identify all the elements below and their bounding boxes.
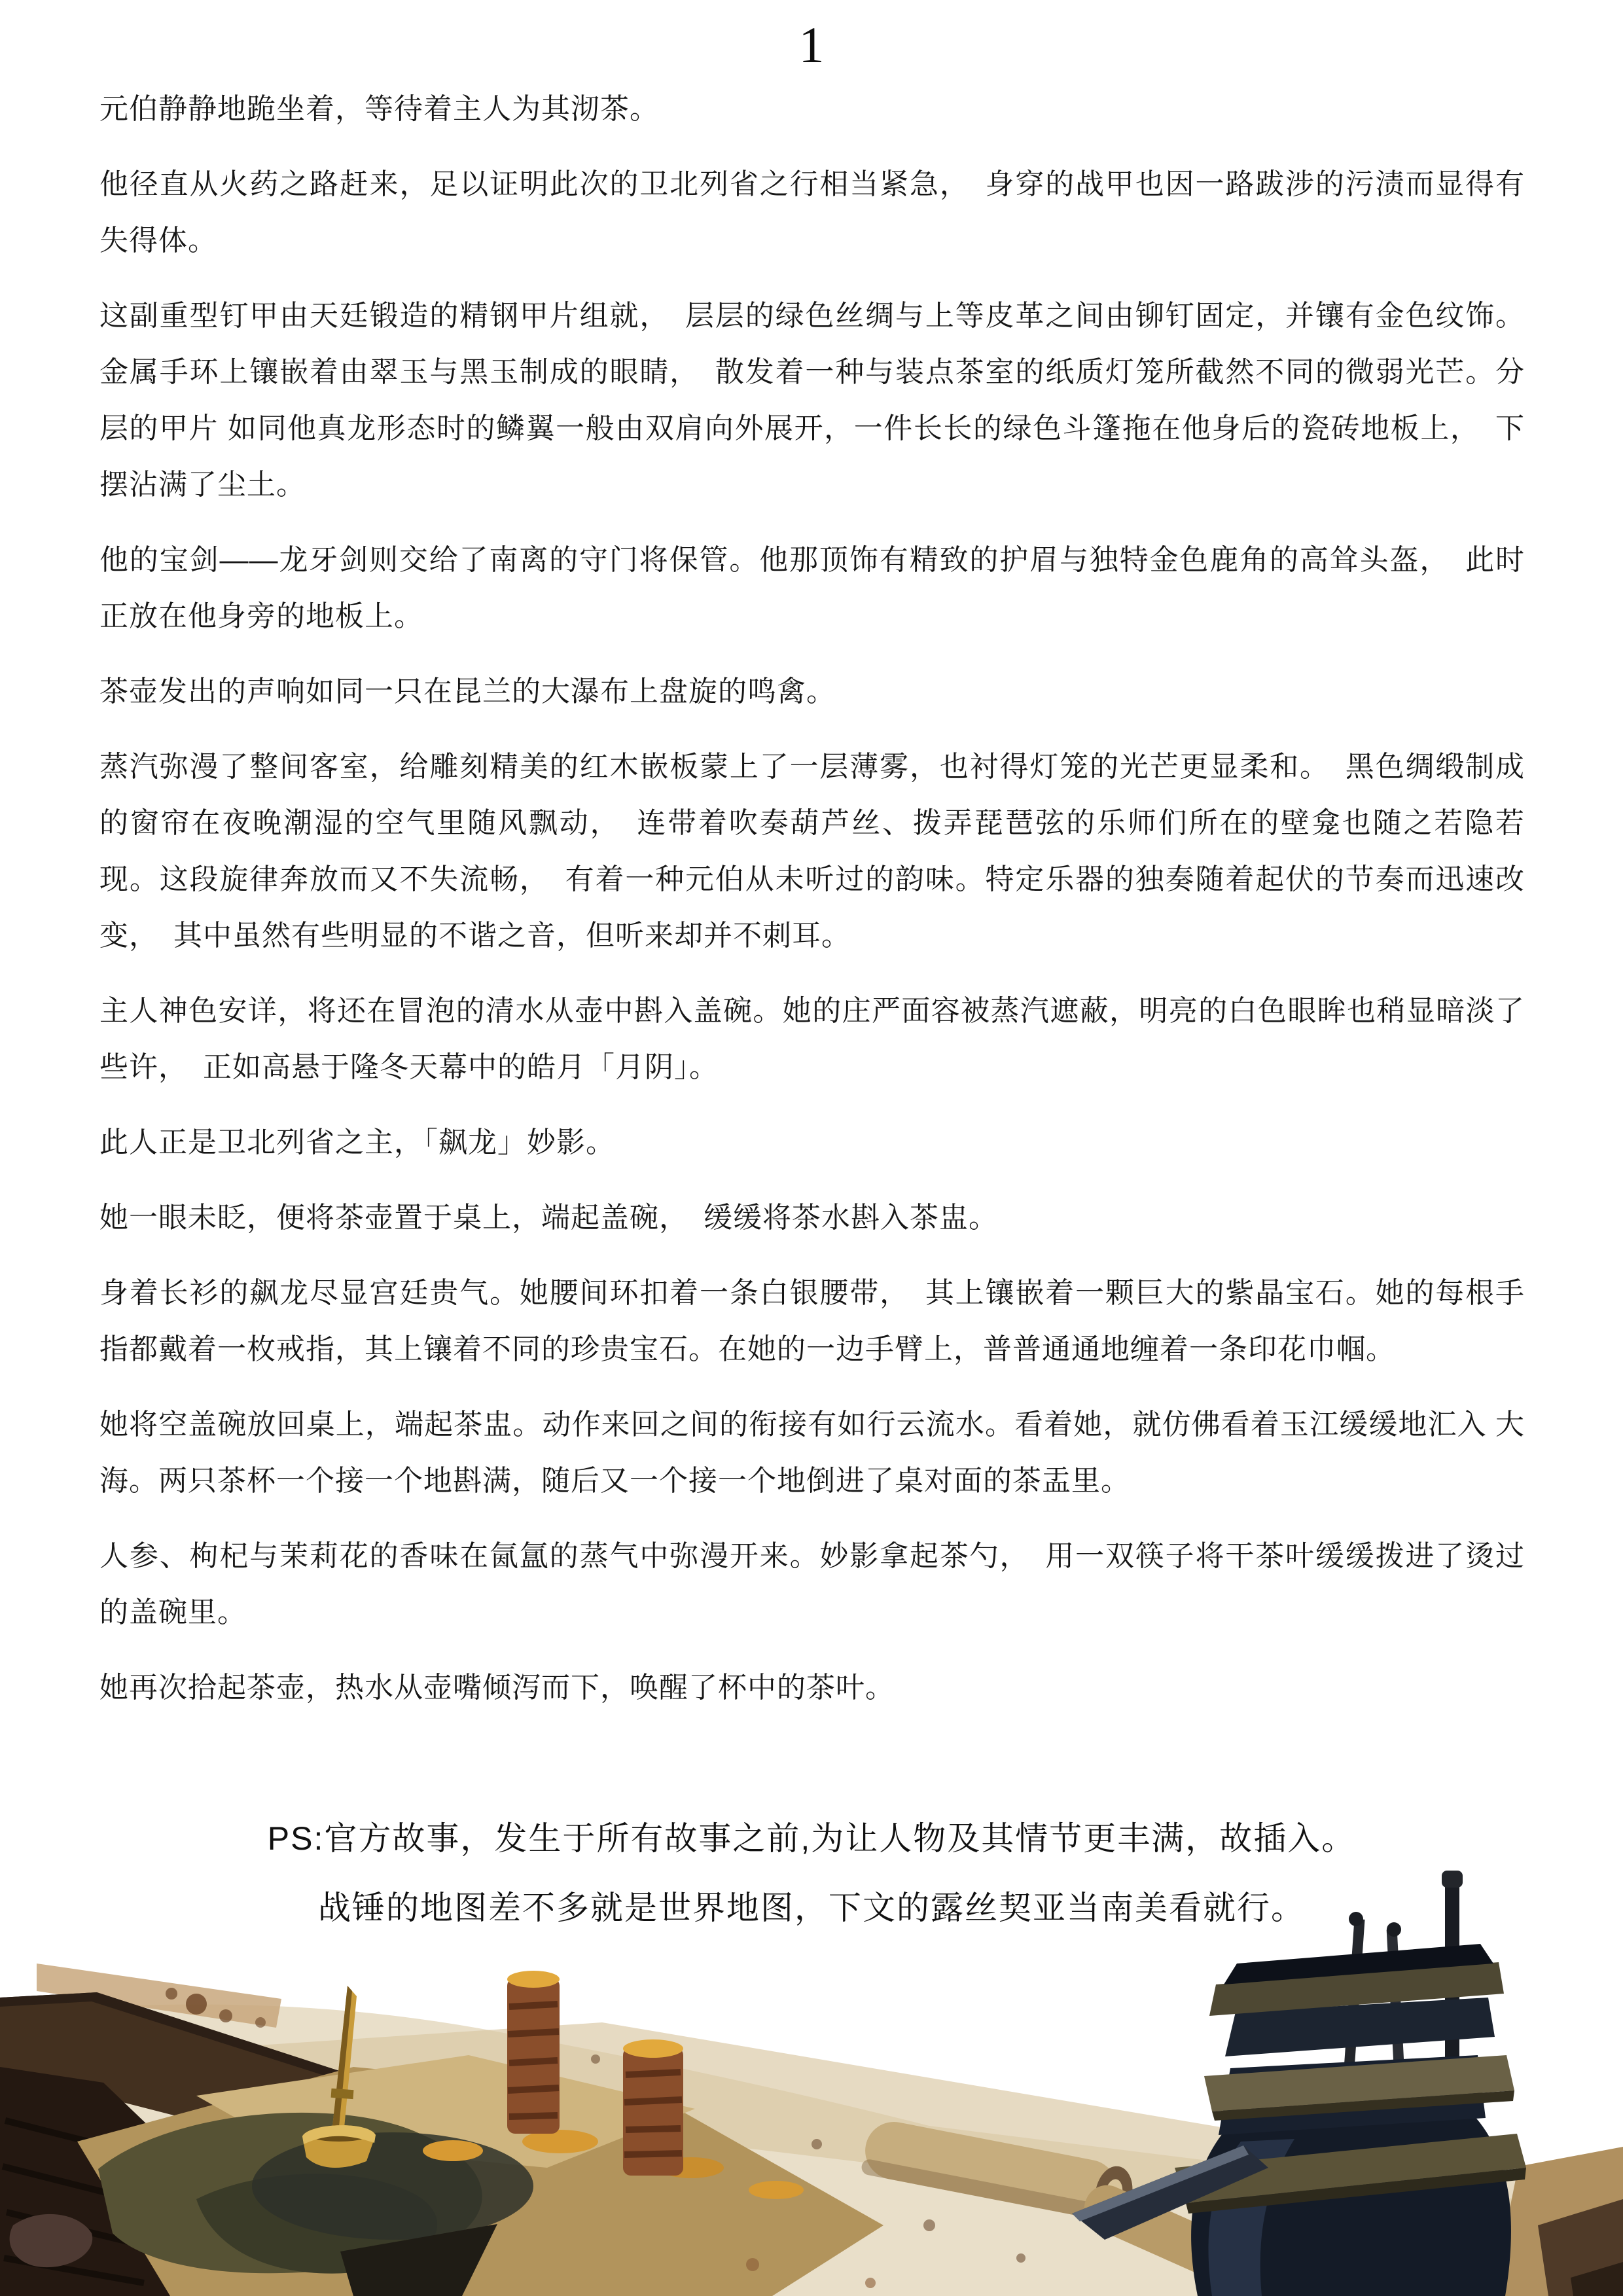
story-paragraph: 身着长衫的飙龙尽显宫廷贵气。她腰间环扣着一条白银腰带， 其上镶嵌着一颗巨大的紫晶宝石。她的每根手指都戴着一枚戒指，其上镶着不同的珍贵宝石。在她的一边手臂上，普普通通地缠着一条印花巾帼。 — [99, 1277, 1525, 1365]
story-paragraph: 主人神色安详，将还在冒泡的清水从壶中斟入盖碗。她的庄严面容被蒸汽遮蔽，明亮的白色眼眸也稍显暗淡了些许， 正如高悬于隆冬天幕中的皓月「月阴」。 — [99, 995, 1525, 1083]
page-number: 1 — [798, 16, 825, 73]
story-paragraph: 他径直从火药之路赶来，足以证明此次的卫北列省之行相当紧急， 身穿的战甲也因一路跋涉的污渍而显得有失得体。 — [99, 168, 1525, 257]
story-paragraph: 她将空盖碗放回桌上，端起茶盅。动作来回之间的衔接有如行云流水。看着她，就仿佛看着玉江缓缓地汇入 大海。两只茶杯一个接一个地斟满，随后又一个接一个地倒进了桌对面的茶盂里。 — [99, 1408, 1525, 1497]
story-paragraph: 此人正是卫北列省之主，「飙龙」妙影。 — [99, 1126, 615, 1158]
story-text — [99, 81, 1525, 1735]
story-paragraph: 她再次拾起茶壶，热水从壶嘴倾泻而下，唤醒了杯中的茶叶。 — [99, 1672, 895, 1704]
story-paragraph: 茶壶发出的声响如同一只在昆兰的大瀑布上盘旋的鸣禽。 — [99, 675, 836, 708]
postscript-line: 战锤的地图差不多就是世界地图，下文的露丝契亚当南美看就行。 — [318, 1890, 1305, 1926]
postscript-note — [0, 1804, 1623, 1943]
story-paragraph: 蒸汽弥漫了整间客室，给雕刻精美的红木嵌板蒙上了一层薄雾，也衬得灯笼的光芒更显柔和。 黑色绸缎制成的窗帘在夜晚潮湿的空气里随风飘动， 连带着吹奏葫芦丝、拨弄琵琶弦的乐师们所在的壁龛也随之若隐若现。这段旋律奔放而又不失流畅， 有着一种元伯从未听过的韵味。特定乐器的独奏随着起伏的节奏而迅速改变， 其中虽然有些明显的不谐之音，但听来却并不刺耳。 — [99, 751, 1525, 952]
story-paragraph: 这副重型钉甲由天廷锻造的精钢甲片组就， 层层的绿色丝绸与上等皮革之间由铆钉固定，并镶有金色纹饰。金属手环上镶嵌着由翠玉与黑玉制成的眼睛， 散发着一种与装点茶室的纸质灯笼所截然不同的微弱光芒。分层的甲片 如同他真龙形态时的鳞翼一般由双肩向外展开，一件长长的绿色斗篷拖在他身后的瓷砖地板上， 下摆沾满了尘土。 — [99, 300, 1525, 501]
postscript-line: PS:官方故事，发生于所有故事之前,为让人物及其情节更丰满，故插入。 — [267, 1820, 1356, 1857]
story-paragraph: 她一眼未眨，便将茶壶置于桌上，端起盖碗， 缓缓将茶水斟入茶盅。 — [99, 1202, 998, 1234]
story-paragraph: 他的宝剑——龙牙剑则交给了南离的守门将保管。他那顶饰有精致的护眉与独特金色鹿角的高耸头盔， 此时正放在他身旁的地板上。 — [99, 544, 1525, 632]
story-paragraph: 元伯静静地跪坐着，等待着主人为其沏茶。 — [99, 93, 659, 125]
story-paragraph: 人参、枸杞与茉莉花的香味在氤氲的蒸气中弥漫开来。妙影拿起茶勺， 用一双筷子将干茶叶缓缓拨进了烫过的盖碗里。 — [99, 1540, 1525, 1628]
